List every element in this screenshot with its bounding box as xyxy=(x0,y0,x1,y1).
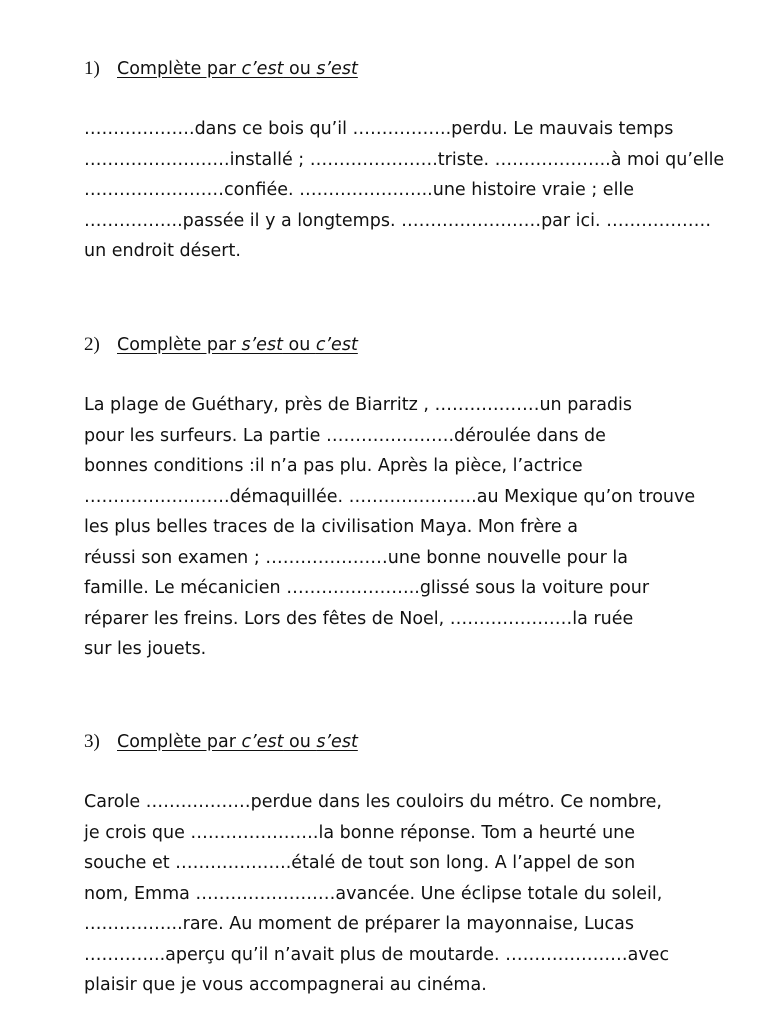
exercise-3 xyxy=(84,727,724,1001)
text-line: plaisir que je vous accompagnerai au cinéma. xyxy=(84,975,487,995)
text-line: ……………..rare. Au moment de préparer la mayonnaise, Lucas xyxy=(84,914,635,934)
text-line: bonnes conditions :il n’a pas plu. Après la pièce, l’actrice xyxy=(84,456,583,476)
text-line: …………..aperçu qu’il n’avait plus de moutarde. …………………avec xyxy=(84,944,670,965)
exercise-instruction xyxy=(117,732,358,752)
instruction-prefix: Complète par xyxy=(117,59,242,79)
text-line: famille. Le mécanicien …………………..glissé sous la voiture pour xyxy=(84,578,650,598)
text-line: Carole ………………perdue dans les couloirs du métro. Ce nombre, xyxy=(84,792,662,812)
instruction-option-1: s’est xyxy=(241,335,283,355)
exercise-text xyxy=(84,114,724,267)
exercise-heading xyxy=(84,330,724,360)
text-line: La plage de Guéthary, près de Biarritz , ………………un paradis xyxy=(84,395,633,415)
exercise-heading xyxy=(84,727,724,757)
text-line: un endroit désert. xyxy=(84,241,241,261)
instruction-connector: ou xyxy=(283,59,317,79)
text-line: réparer les freins. Lors des fêtes de Noel, …………………la ruée xyxy=(84,608,634,629)
text-line: ……………….dans ce bois qu’il ……………..perdu. Le mauvais temps xyxy=(84,119,674,139)
instruction-connector: ou xyxy=(283,732,317,752)
exercise-heading xyxy=(84,54,724,84)
text-line: ……………..passée il y a longtemps. ……………………par ici. ……………… xyxy=(84,210,712,231)
instruction-option-1: c’est xyxy=(241,59,284,79)
text-line: …………………….installé ; ………………….triste. ………………..à moi qu’elle xyxy=(84,149,725,170)
exercise-text xyxy=(84,390,724,665)
instruction-option-2: c’est xyxy=(315,335,358,355)
text-line: pour les surfeurs. La partie ………………….déroulée dans de xyxy=(84,425,606,446)
instruction-option-1: c’est xyxy=(241,732,284,752)
text-line: souche et ………………..étalé de tout son long. A l’appel de son xyxy=(84,853,636,873)
instruction-prefix: Complète par xyxy=(117,335,242,355)
text-line: les plus belles traces de la civilisation Maya. Mon frère a xyxy=(84,517,578,537)
exercise-number: 3) xyxy=(84,731,100,752)
exercise-instruction xyxy=(117,59,358,79)
exercise-number: 1) xyxy=(84,58,100,79)
instruction-connector: ou xyxy=(282,335,316,355)
exercise-text xyxy=(84,787,724,1001)
instruction-option-2: s’est xyxy=(316,59,358,79)
exercise-2 xyxy=(84,330,724,665)
exercise-1 xyxy=(84,54,724,267)
text-line: je crois que ………………….la bonne réponse. Tom a heurté une xyxy=(84,822,636,843)
instruction-prefix: Complète par xyxy=(117,732,242,752)
text-line: nom, Emma ……………………avancée. Une éclipse totale du soleil, xyxy=(84,883,663,904)
text-line: …………………….démaquillée. ………………….au Mexique qu’on trouve xyxy=(84,486,696,507)
instruction-option-2: s’est xyxy=(316,732,358,752)
exercise-number: 2) xyxy=(84,334,100,355)
text-line: ……………………confiée. …………………..une histoire vraie ; elle xyxy=(84,180,635,200)
text-line: réussi son examen ; …………………une bonne nouvelle pour la xyxy=(84,547,628,568)
exercise-instruction xyxy=(117,335,358,355)
text-line: sur les jouets. xyxy=(84,639,207,659)
